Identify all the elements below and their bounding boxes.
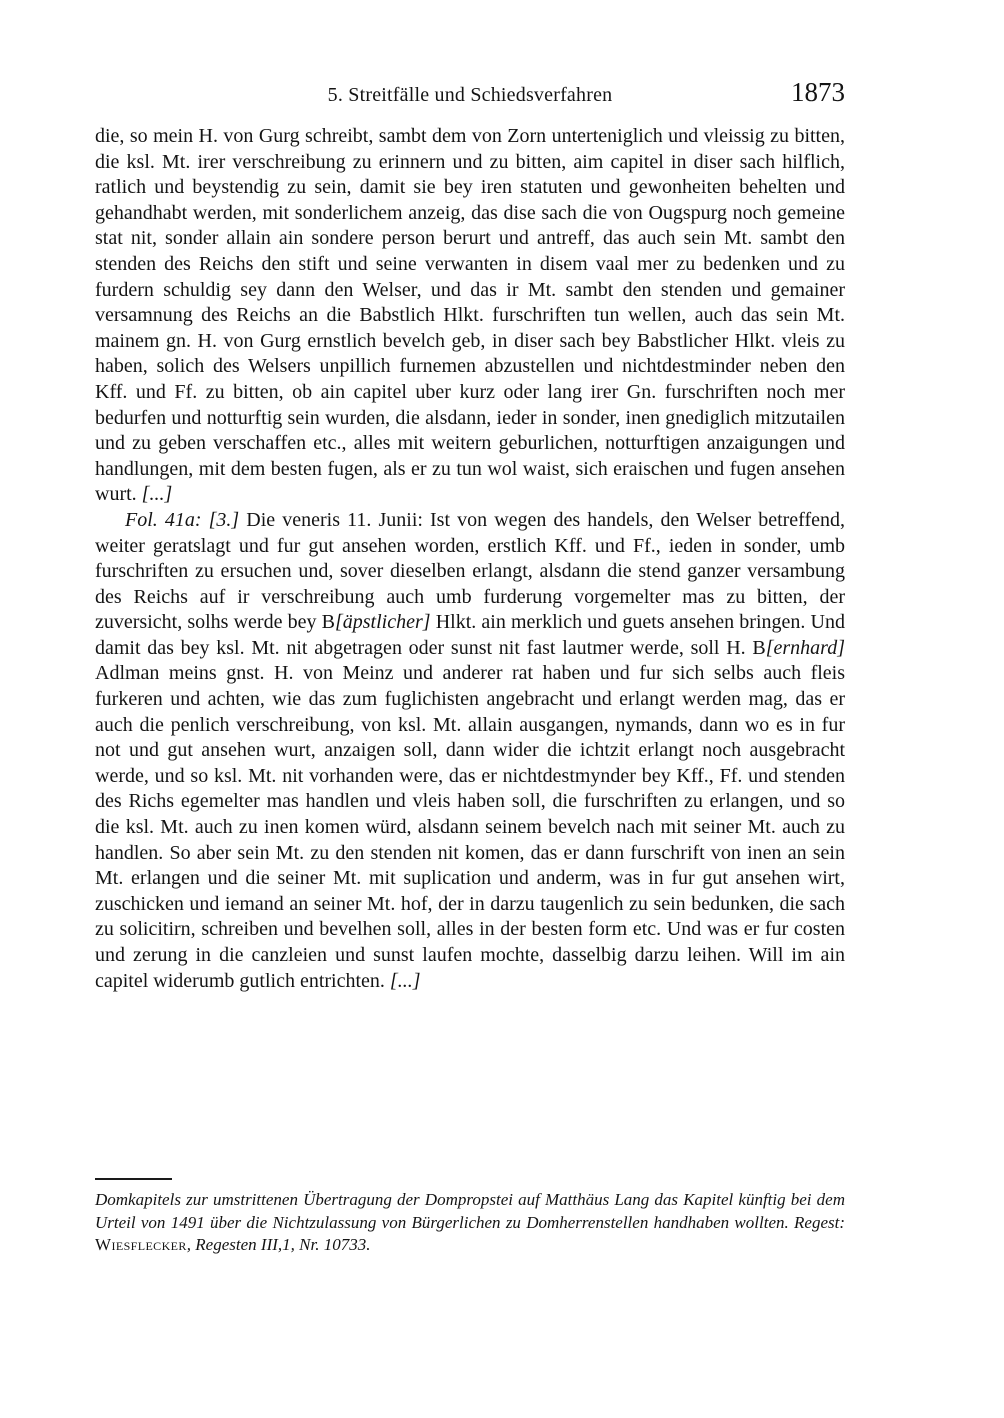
running-header (95, 77, 845, 112)
italic-text: [...] (389, 969, 421, 992)
paragraph (95, 124, 845, 508)
body-text (95, 124, 845, 994)
italic-text: Fol. 41a: [3.] (125, 508, 240, 531)
italic-text: Domkapitels zur umstrittenen Übertragung der Dompropstei auf Matthäus Lang das Kapitel künftig bei dem Urteil von 1491 über die Nichtzulassung von Bürgerlichen zu Domherrenstellen handhaben wollten. Regest: (95, 1190, 845, 1232)
roman-text: die, so mein H. von Gurg schreibt, sambt dem von Zorn unterteniglich und vleissig zu bitten, die ksl. Mt. irer verschreibung zu erinnern und zu bitten, aim capitel in diser sach hilflich, ratlich und beystendig zu sein, damit sie bey iren statuten und gewonheiten behelten und gehandhabt werden, mit sonderlichem anzeig, das dise sach die von Ougspurg noch gemeine stat nit, sonder allain ain sondere person berurt und antreff, das auch sein Mt. sambt den stenden des Reichs den stift und seine verwanten in disem vaal mer zu bedenken und zu furdern schuldig sey dann den Welser, und das ir Mt. sambt den stenden und gemainer versamnung des Reichs an die Babstlich Hlkt. furschriften tun wellen, auch das sein Mt. mainem gn. H. von Gurg ernstlich bevelch geb, in diser sach bey Babstlicher Hlkt. vleis zu haben, solich des Welsers unpillich furnemen abzustellen und nichtdestminder neben den Kff. und Ff. zu bitten, ob ain capitel uber kurz oder lang irer Gn. furschriften noch mer bedurfen und notturftig sein wurden, die alsdann, ieder in sonder, inen gnediglich mitzutailen und zu geben verschaffen etc., alles mit weitern geburlichen, notturftigen anzaigungen und handlungen, mit dem besten fugen, als er zu tun wol waist, sich eraischen und fugen ansehen wurt. (95, 125, 845, 506)
section-title: 5. Streitfälle und Schiedsverfahren (327, 84, 613, 106)
paragraph (95, 508, 845, 994)
italic-text: [...] (141, 483, 173, 506)
page-number: 1873 (791, 77, 845, 107)
roman-text: Hlkt. ain merklich und guets ansehen bringen. Und damit das bey ksl. Mt. nit abgetragen oder sunst nit fast lautmer werde, soll H. B (95, 611, 845, 659)
text-block (95, 77, 845, 1254)
footnote-separator (95, 1178, 172, 1180)
roman-text: Die veneris 11. Junii: Ist von wegen des handels, den Welser betreffend, weiter geratslagt und fur gut ansehen worden, erstlich Kff. und Ff., ieden in sonder, umb furschriften zu ersuchen und, sover dieselben erlangt, alsdann die stend ganzer versambung des Reichs auf ir verschreibung auch umb furderung vorgemelter mas zu bitten, der zuversicht, solhs werde bey B (95, 508, 845, 634)
italic-text: [äpstlicher] (334, 611, 431, 634)
italic-text: , Regesten III,1, Nr. 10733. (186, 1235, 371, 1254)
italic-text: [ernhard] (765, 636, 845, 659)
footnote (95, 1178, 845, 1257)
roman-text: Adlman meins gnst. H. von Meinz und anderer rat haben und fur sich selbs auch fleis furkeren und achten, wie das zum fuglichisten angebracht und erlangt werden mag, das er auch die penlich verschreibung, von ksl. Mt. allain ausgangen, nymands, dann wo es in fur not und gut ansehen wurt, anzaigen soll, dann wider die ichtzit erlangt noch ausgebracht werde, und so ksl. Mt. nit vorhanden were, das er nichtdestmynder bey Kff., Ff. und stenden des Richs egemelter mas handlen und vleis haben soll, die furschriften zu erlangen, und so die ksl. Mt. auch zu inen komen würd, alsdann seinem bevelch nach mit seiner Mt. auch zu handlen. So aber sein Mt. zu den stenden nit komen, das er dann furschrift von inen an sein Mt. erlangen und die seiner Mt. mit suplication und anderm, was in fur gut ansehen wirt, zuschicken und iemand an seiner Mt. hof, der in darzu taugenlich zu sein bedunken, die sach zu solicitirn, schreiben und bevelhen soll, alles in der besten form etc. Und was er fur costen und zerung in die canzleien und sunst laufen mochte, dasselbig darzu leihen. Will im ain capitel widerumb gutlich entrichten. (95, 662, 845, 992)
footnote-text (95, 1189, 845, 1257)
smallcaps-text: Wiesflecker (95, 1235, 187, 1254)
